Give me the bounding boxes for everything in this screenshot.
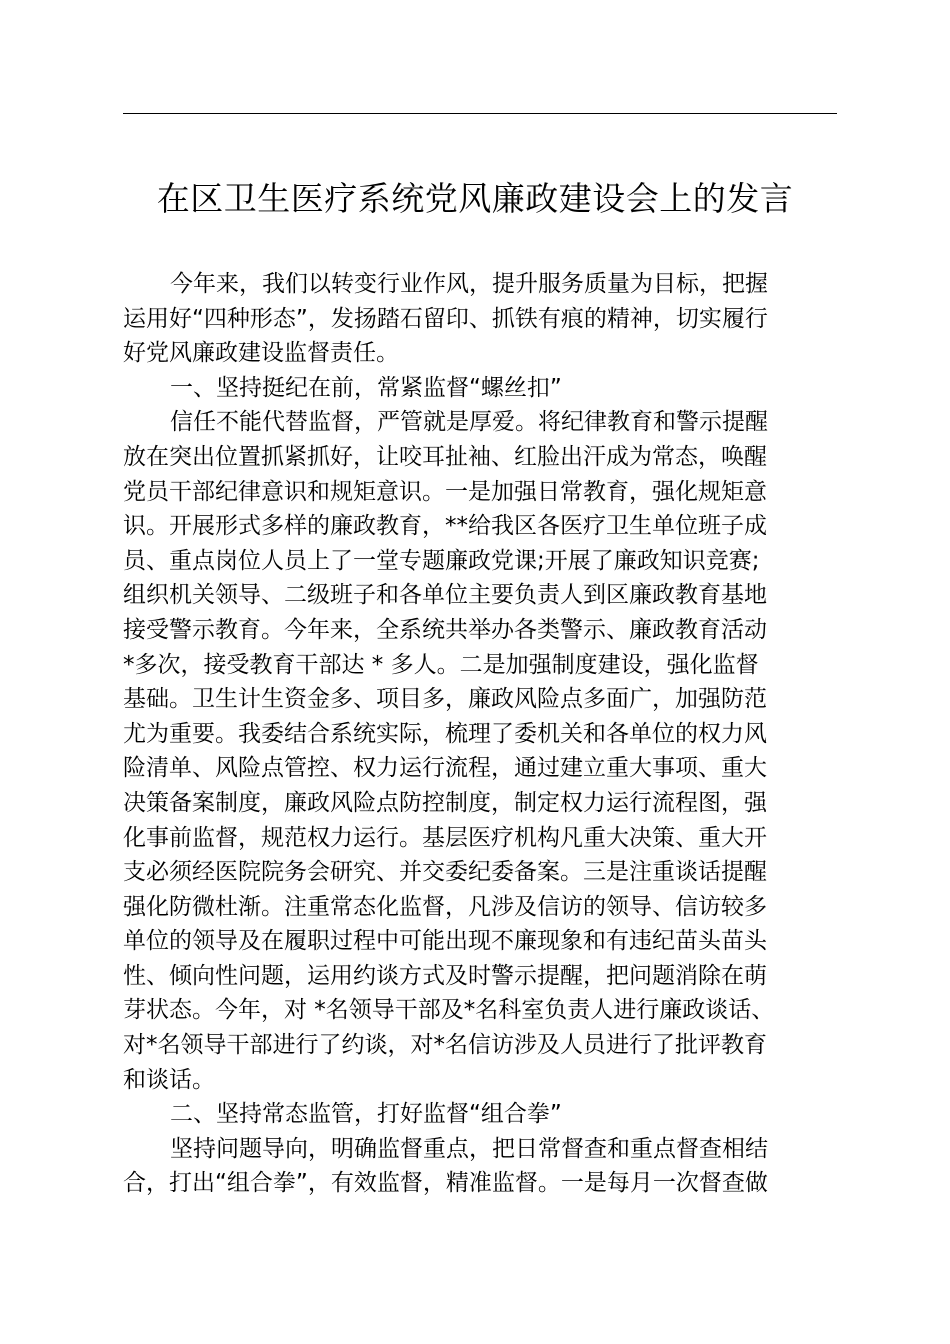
paragraph-first-line: 今年来，我们以转变行业作风，提升服务质量为目标，把握 [170, 271, 768, 297]
paragraph-line: 性、倾向性问题，运用约谈方式及时警示提醒，把问题消除在萌 [123, 962, 767, 989]
paragraph-line: 接受警示教育。今年来，全系统共举办各类警示、廉政教育活动 [123, 616, 767, 643]
paragraph-line: 对*名领导干部进行了约谈，对*名信访涉及人员进行了批评教育 [123, 1032, 767, 1059]
paragraph-line: 基础。卫生计生资金多、项目多，廉政风险点多面广，加强防范 [123, 686, 767, 713]
paragraph-line: 党员干部纪律意识和规矩意识。一是加强日常教育，强化规矩意 [123, 478, 767, 505]
paragraph-first-line: 二、坚持常态监管，打好监督“组合拳” [170, 1101, 562, 1128]
paragraph-line: 化事前监督，规范权力运行。基层医疗机构凡重大决策、重大开 [123, 824, 767, 851]
paragraph-line: 运用好“四种形态”，发扬踏石留印、抓铁有痕的精神，切实履行 [123, 305, 768, 332]
header-rule [123, 113, 837, 114]
paragraph-line: 识。开展形式多样的廉政教育，**给我区各医疗卫生单位班子成 [123, 513, 767, 540]
paragraph-first-line: 坚持问题导向，明确监督重点，把日常督查和重点督查相结 [170, 1135, 768, 1162]
paragraph-first-line: 一、坚持挺纪在前，常紧监督“螺丝扣” [170, 374, 562, 401]
paragraph-line: 支必须经医院院务会研究、并交委纪委备案。三是注重谈话提醒 [123, 859, 767, 886]
paragraph-line: 尤为重要。我委结合系统实际，梳理了委机关和各单位的权力风 [123, 720, 767, 747]
paragraph-first-line: 信任不能代替监督，严管就是厚爱。将纪律教育和警示提醒 [170, 409, 768, 436]
document-title: 在区卫生医疗系统党风廉政建设会上的发言 [156, 179, 794, 218]
paragraph-line: 和谈话。 [123, 1066, 215, 1093]
paragraph-line: 组织机关领导、二级班子和各单位主要负责人到区廉政教育基地 [123, 582, 767, 609]
paragraph-line: 合，打出“组合拳”，有效监督，精准监督。一是每月一次督查做 [123, 1170, 768, 1197]
paragraph-line: 险清单、风险点管控、权力运行流程，通过建立重大事项、重大 [123, 755, 767, 782]
paragraph-line: *多次，接受教育干部达 * 多人。二是加强制度建设，强化监督 [123, 651, 759, 678]
paragraph-line: 决策备案制度，廉政风险点防控制度，制定权力运行流程图，强 [123, 789, 767, 816]
paragraph-line: 单位的领导及在履职过程中可能出现不廉现象和有违纪苗头苗头 [123, 928, 767, 955]
paragraph-line: 员、重点岗位人员上了一堂专题廉政党课;开展了廉政知识竞赛; [123, 547, 760, 574]
paragraph-line: 放在突出位置抓紧抓好，让咬耳扯袖、红脸出汗成为常态，唤醒 [123, 443, 767, 470]
paragraph-line: 芽状态。今年，对 *名领导干部及*名科室负责人进行廉政谈话、 [123, 997, 775, 1024]
paragraph-line: 好党风廉政建设监督责任。 [123, 340, 399, 367]
paragraph-line: 强化防微杜渐。注重常态化监督，凡涉及信访的领导、信访较多 [123, 893, 767, 920]
document-body [123, 267, 839, 1201]
